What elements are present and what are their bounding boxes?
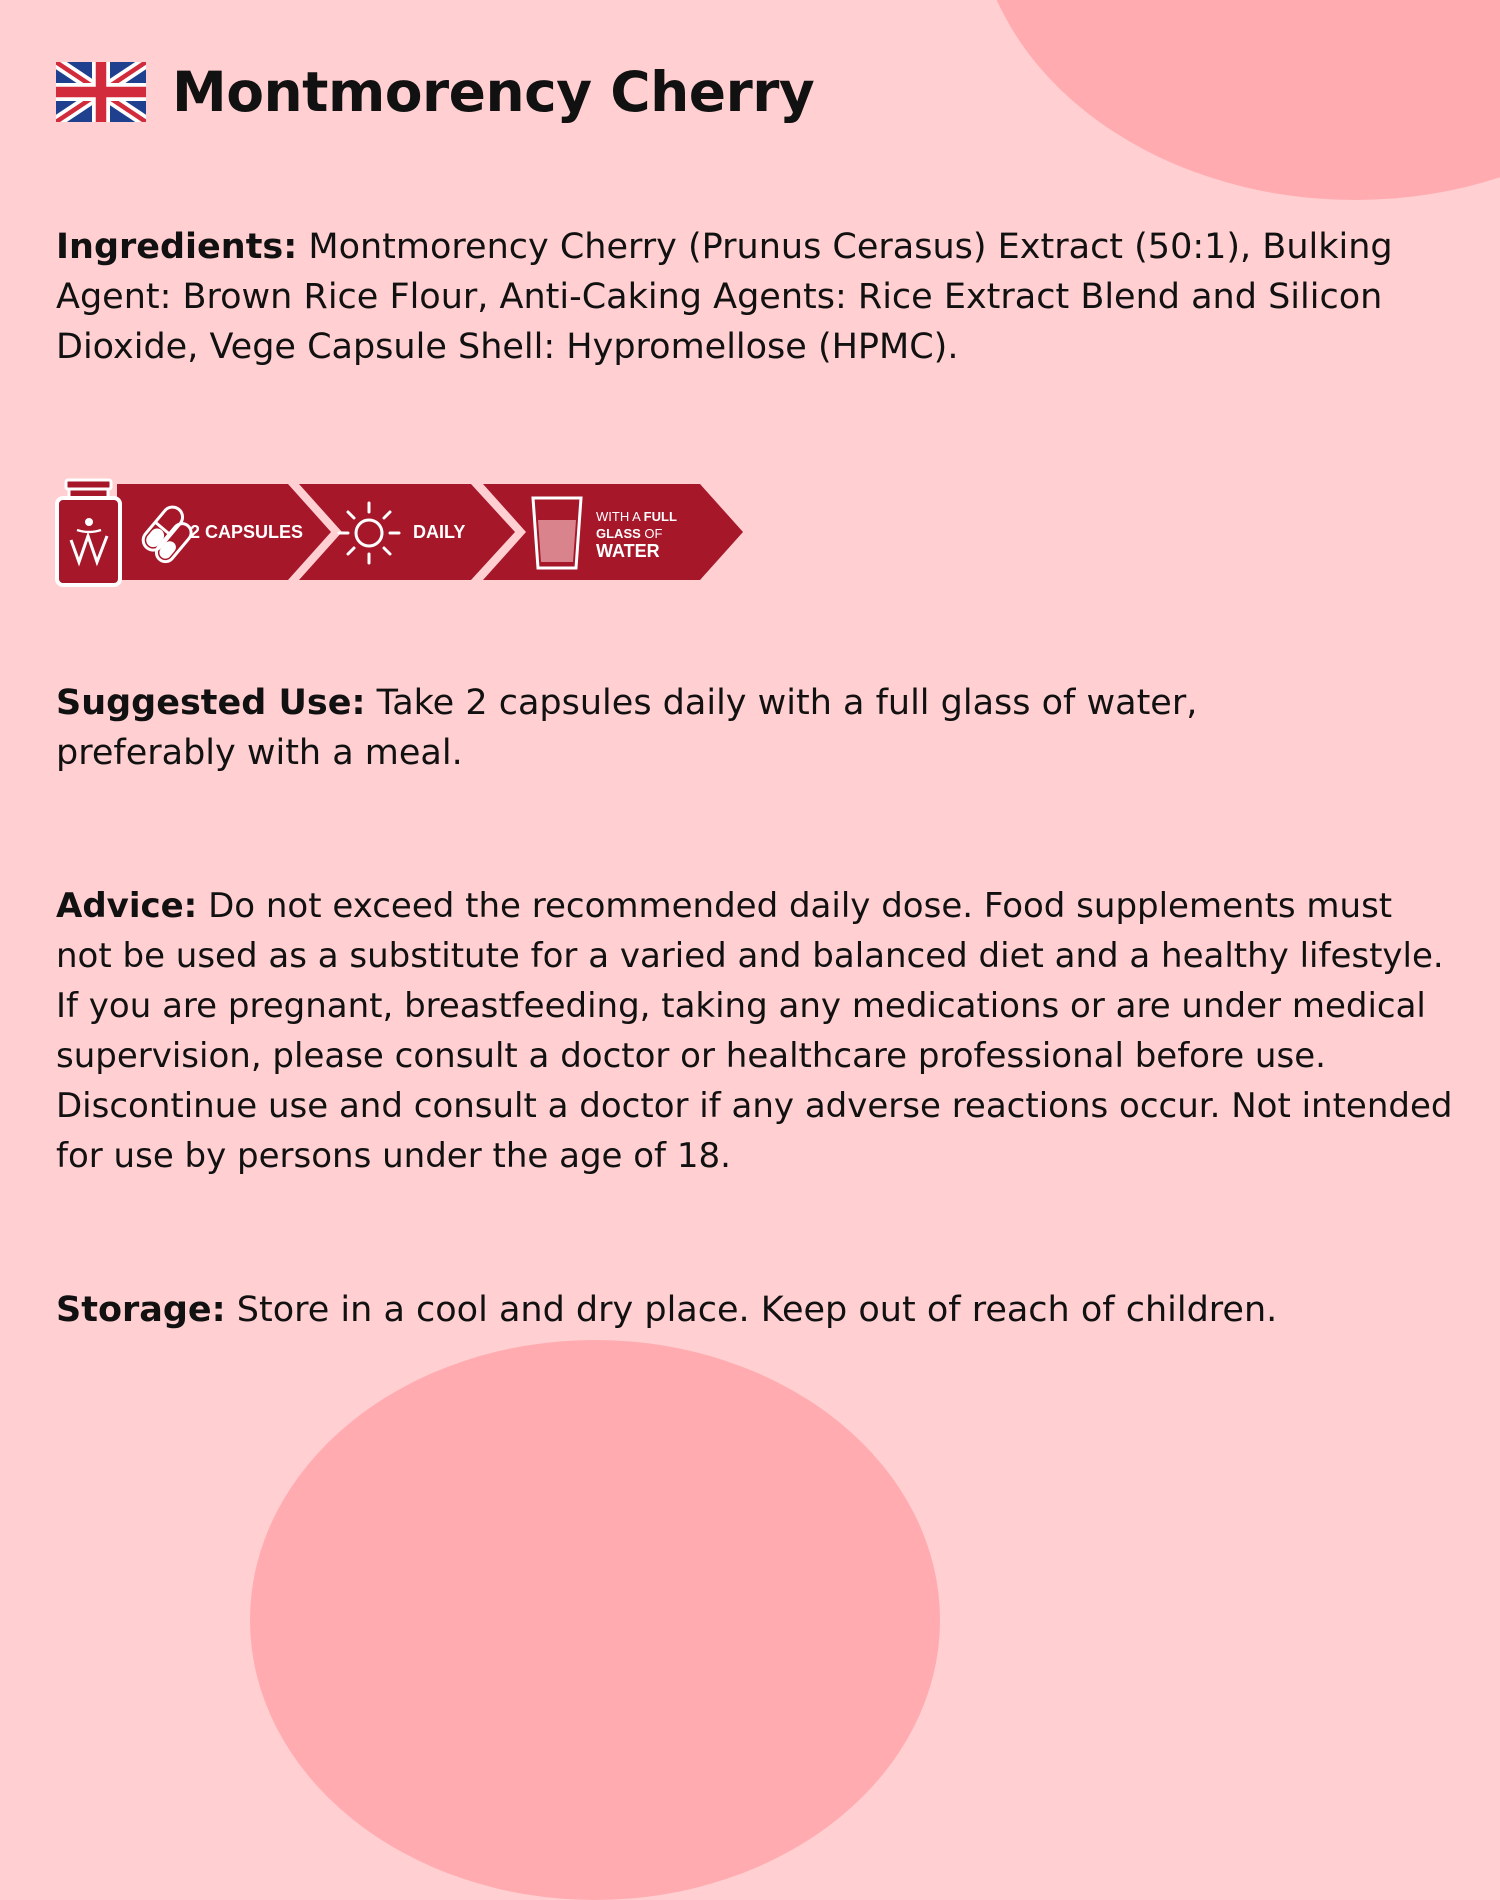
capsules-label: 2 CAPSULES (190, 522, 304, 542)
glass-of-water-icon (529, 494, 585, 574)
bottle-logo-icon (55, 478, 125, 590)
suggested-use-paragraph (56, 678, 1356, 778)
sun-icon (337, 501, 401, 565)
water-line2-a: GLASS (596, 526, 641, 541)
water-label-lines (596, 508, 677, 542)
advice-text: Do not exceed the recommended daily dose. Food supplements must not be used as a substitute for a varied and balanced diet and a healthy lifestyle. If you are pregnant, breastfeeding, taking any medications or are under medical supervision, please consult a doctor or healthcare professional before use. Discontinue use and consult a doctor if any adverse reactions occur. Not intended for use by persons under the age of 18. (56, 886, 1453, 1176)
storage-label: Storage: (56, 1290, 226, 1330)
water-line3: WATER (596, 541, 660, 561)
storage-paragraph (56, 1285, 1456, 1335)
uk-flag-icon (56, 62, 146, 122)
daily-label: DAILY (413, 522, 466, 542)
capsules-icon (133, 500, 193, 570)
ingredients-label: Ingredients: (56, 227, 298, 267)
ingredients-paragraph (56, 222, 1436, 372)
banner-segment-daily (299, 484, 515, 580)
advice-label: Advice: (56, 886, 198, 926)
suggested-use-text: Take 2 capsules daily with a full glass of water, preferably with a meal. (56, 683, 1198, 773)
storage-text: Store in a cool and dry place. Keep out of reach of children. (225, 1290, 1278, 1330)
decorative-blob-top (975, 0, 1500, 200)
dosage-banner (55, 478, 755, 590)
decorative-blob-bottom (250, 1340, 940, 1900)
water-line1-a: WITH A (596, 509, 644, 524)
advice-paragraph (56, 881, 1456, 1181)
water-line1-b: FULL (643, 509, 677, 524)
water-line2-b: OF (640, 526, 663, 541)
header (56, 60, 814, 124)
page-title: Montmorency Cherry (172, 60, 815, 124)
suggested-use-label: Suggested Use: (56, 683, 366, 723)
ingredients-text: Montmorency Cherry (Prunus Cerasus) Extract (50:1), Bulking Agent: Brown Rice Flour, Anti-Caking Agents: Rice Extract Blend and Silicon Dioxide, Vege Capsule Shell: Hypromellose (HPMC). (56, 227, 1393, 367)
